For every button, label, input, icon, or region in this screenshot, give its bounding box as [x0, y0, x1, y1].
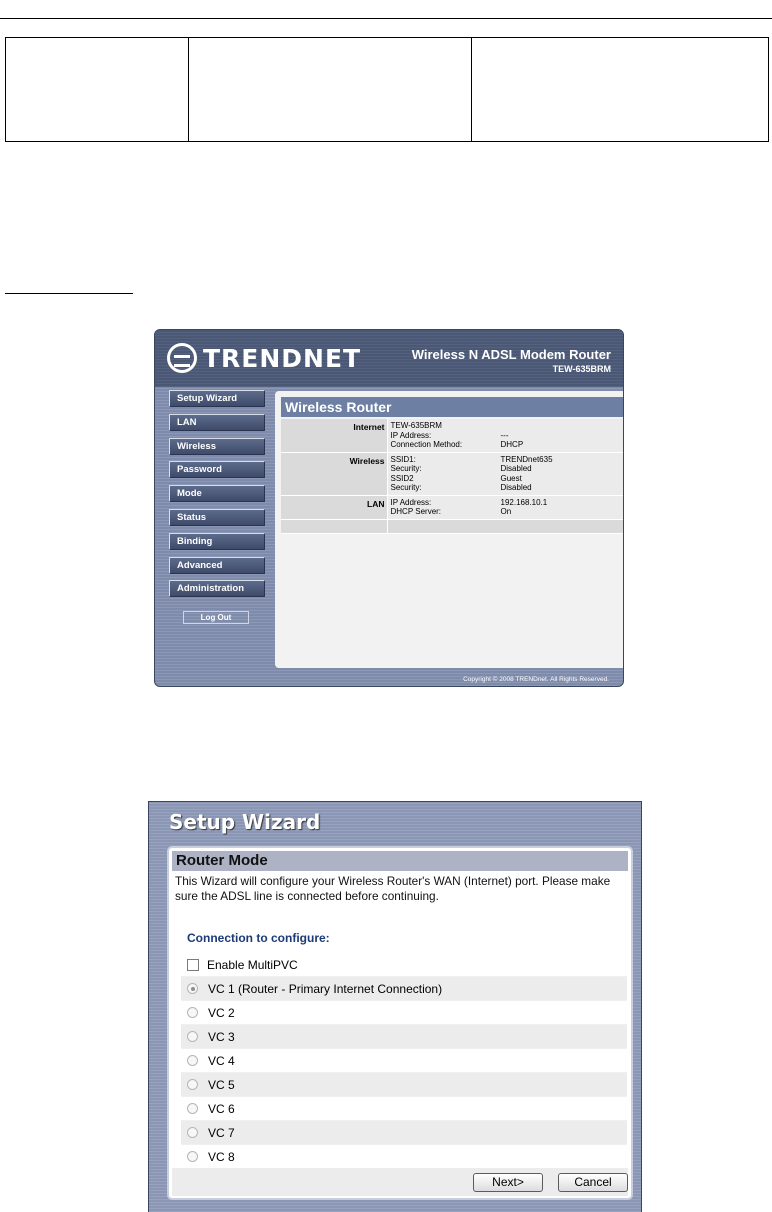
document-table [5, 37, 769, 142]
router-status-screenshot [154, 329, 624, 687]
empty-label-cell [281, 519, 387, 533]
wizard-description: This Wizard will configure your Wireless Router's WAN (Internet) port. Please make sure the ADSL line is connected before continuing. [175, 874, 611, 903]
wizard-panel [167, 846, 633, 1200]
status-table [281, 419, 624, 534]
vc-label: VC 4 [208, 1053, 235, 1068]
ssid1-label: SSID1: [390, 454, 416, 464]
copyright-text: Copyright © 2008 TRENDnet. All Rights Reserved. [463, 676, 609, 683]
brand-logo-text: TRENDNET [203, 344, 362, 373]
vc-label: VC 7 [208, 1125, 235, 1140]
security2-value: Disabled [500, 483, 532, 492]
internet-label: Internet [281, 419, 387, 452]
multipvc-checkbox[interactable] [187, 959, 199, 971]
internet-method-value: DHCP [500, 440, 524, 449]
sidebar-nav [169, 390, 265, 604]
vc-label: VC 2 [208, 1005, 235, 1020]
vc-radio[interactable] [187, 1151, 198, 1162]
vc-label: VC 5 [208, 1077, 235, 1092]
section-underline [5, 293, 133, 294]
internet-values [387, 419, 624, 452]
internet-ip-label: IP Address: [390, 430, 432, 440]
nav-lan[interactable]: LAN [169, 414, 265, 431]
panel-title: Wireless Router [281, 397, 624, 417]
table-cell [472, 38, 769, 142]
setup-wizard-screenshot [148, 801, 642, 1212]
connection-heading: Connection to configure: [187, 931, 330, 945]
header-rule [0, 18, 772, 19]
wireless-values [387, 452, 624, 495]
vc-radio[interactable] [187, 1007, 198, 1018]
empty-value-cell [387, 519, 624, 533]
vc-option-1[interactable] [181, 977, 627, 1001]
nav-wireless[interactable]: Wireless [169, 438, 265, 455]
next-button[interactable]: Next> [473, 1173, 543, 1192]
nav-administration[interactable]: Administration [169, 580, 265, 597]
dhcp-value: On [500, 507, 512, 516]
vc-option-3[interactable] [181, 1025, 627, 1049]
status-panel [275, 391, 624, 668]
security1-label: Security: [390, 464, 422, 473]
multipvc-label: Enable MultiPVC [207, 957, 298, 972]
lan-values [387, 495, 624, 519]
router-header [155, 330, 623, 387]
vc-option-5[interactable] [181, 1073, 627, 1097]
cancel-button[interactable]: Cancel [558, 1173, 628, 1192]
multipvc-row[interactable] [181, 953, 627, 977]
vc-radio[interactable] [187, 1127, 198, 1138]
product-name: Wireless N ADSL Modem Router [411, 347, 611, 362]
table-row [281, 519, 624, 533]
nav-setup-wizard[interactable]: Setup Wizard [169, 390, 265, 407]
security1-value: Disabled [500, 464, 532, 473]
trendnet-logo-icon [167, 343, 197, 373]
vc-label: VC 3 [208, 1029, 235, 1044]
vc-option-8[interactable] [181, 1145, 627, 1169]
vc-radio[interactable] [187, 1103, 198, 1114]
internet-ip-value: --- [500, 430, 509, 440]
ssid2-label: SSID2 [390, 473, 414, 483]
vc-option-6[interactable] [181, 1097, 627, 1121]
internet-device: TEW-635BRM [390, 421, 442, 430]
ssid2-value: Guest [500, 473, 522, 483]
nav-binding[interactable]: Binding [169, 533, 265, 550]
internet-method-label: Connection Method: [390, 440, 463, 449]
security2-label: Security: [390, 483, 422, 492]
ssid1-value: TRENDnet635 [500, 454, 553, 464]
vc-label: VC 6 [208, 1101, 235, 1116]
lan-label: LAN [281, 495, 387, 519]
vc-option-7[interactable] [181, 1121, 627, 1145]
table-row [281, 419, 624, 452]
nav-advanced[interactable]: Advanced [169, 557, 265, 574]
logout-button[interactable]: Log Out [183, 611, 249, 624]
wizard-title: Setup Wizard [169, 810, 321, 834]
connection-options [181, 953, 627, 1169]
vc-label: VC 8 [208, 1149, 235, 1164]
nav-status[interactable]: Status [169, 509, 265, 526]
vc-label: VC 1 (Router - Primary Internet Connection) [208, 981, 443, 996]
dhcp-label: DHCP Server: [390, 507, 442, 516]
vc-radio[interactable] [187, 983, 198, 994]
lan-ip-label: IP Address: [390, 497, 432, 507]
vc-radio[interactable] [187, 1079, 198, 1090]
router-mode-header: Router Mode [172, 851, 628, 871]
nav-mode[interactable]: Mode [169, 485, 265, 502]
vc-radio[interactable] [187, 1031, 198, 1042]
table-row [281, 452, 624, 495]
model-name: TEW-635BRM [552, 364, 611, 374]
vc-option-2[interactable] [181, 1001, 627, 1025]
table-row [281, 495, 624, 519]
vc-radio[interactable] [187, 1055, 198, 1066]
vc-option-4[interactable] [181, 1049, 627, 1073]
nav-password[interactable]: Password [169, 461, 265, 478]
lan-ip-value: 192.168.10.1 [500, 497, 548, 507]
button-bar [172, 1168, 628, 1196]
wireless-label: Wireless [281, 452, 387, 495]
table-cell [189, 38, 472, 142]
table-cell [6, 38, 189, 142]
